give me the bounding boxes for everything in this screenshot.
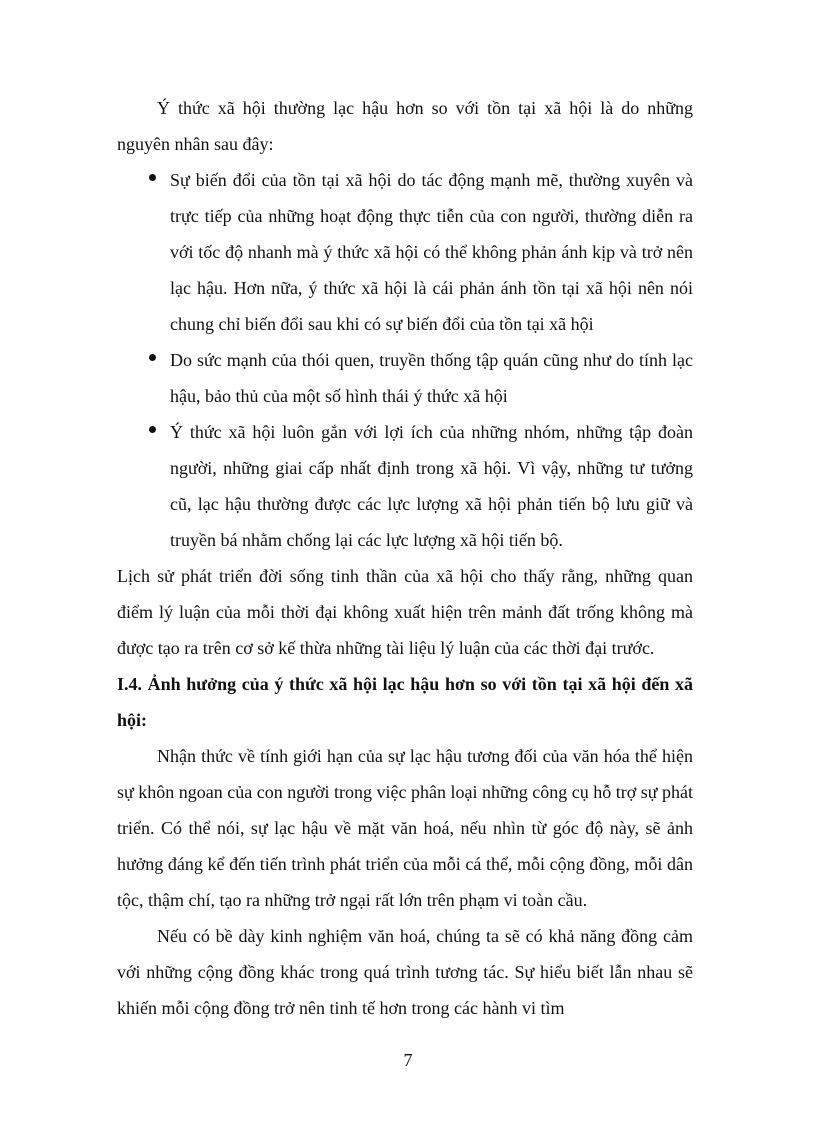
list-item-text: Do sức mạnh của thói quen, truyền thống tập quán cũng như do tính lạc hậu, bảo thủ của một số hình thái ý thức xã hội	[170, 350, 693, 406]
bullet-icon	[149, 174, 156, 181]
list-item	[117, 342, 693, 414]
list-item-text: Sự biến đổi của tồn tại xã hội do tác động mạnh mẽ, thường xuyên và trực tiếp của những hoạt động thực tiễn của con người, thường diễn ra với tốc độ nhanh mà ý thức xã hội có thể không phản ánh kịp và trở nên lạc hậu. Hơn nữa, ý thức xã hội là cái phản ánh tồn tại xã hội nên nói chung chỉ biến đổi sau khi có sự biến đổi của tồn tại xã hội	[170, 170, 693, 334]
body-paragraph: Nhận thức về tính giới hạn của sự lạc hậu tương đối của văn hóa thể hiện sự khôn ngoan của con người trong việc phân loại những công cụ hỗ trợ sự phát triển. Có thể nói, sự lạc hậu về mặt văn hoá, nếu nhìn từ góc độ này, sẽ ảnh hưởng đáng kể đến tiến trình phát triển của mỗi cá thể, mỗi cộng đồng, mỗi dân tộc, thậm chí, tạo ra những trở ngại rất lớn trên phạm vi toàn cầu.	[117, 746, 693, 910]
list-item-text: Ý thức xã hội luôn gắn với lợi ích của những nhóm, những tập đoàn người, những giai cấp nhất định trong xã hội. Vì vậy, những tư tưởng cũ, lạc hậu thường được các lực lượng xã hội phản tiến bộ lưu giữ và truyền bá nhằm chống lại các lực lượng xã hội tiến bộ.	[170, 422, 693, 550]
document-body	[117, 90, 693, 1026]
intro-paragraph: Ý thức xã hội thường lạc hậu hơn so với tồn tại xã hội là do những nguyên nhân sau đây:	[117, 98, 693, 154]
bullet-icon	[149, 354, 156, 361]
bullet-icon	[149, 426, 156, 433]
body-paragraph: Nếu có bề dày kinh nghiệm văn hoá, chúng ta sẽ có khả năng đồng cảm với những cộng đồng khác trong quá trình tương tác. Sự hiểu biết lẫn nhau sẽ khiến mỗi cộng đồng trở nên tinh tế hơn trong các hành vi tìm	[117, 926, 693, 1018]
cause-list	[117, 162, 693, 558]
list-item	[117, 162, 693, 342]
list-item	[117, 414, 693, 558]
history-paragraph: Lịch sử phát triển đời sống tinh thần của xã hội cho thấy rằng, những quan điểm lý luận của mỗi thời đại không xuất hiện trên mảnh đất trống không mà được tạo ra trên cơ sở kế thừa những tài liệu lý luận của các thời đại trước.	[117, 566, 693, 658]
page-number: 7	[403, 1050, 413, 1070]
section-heading: I.4. Ảnh hưởng của ý thức xã hội lạc hậu hơn so với tồn tại xã hội đến xã hội:	[117, 674, 693, 730]
